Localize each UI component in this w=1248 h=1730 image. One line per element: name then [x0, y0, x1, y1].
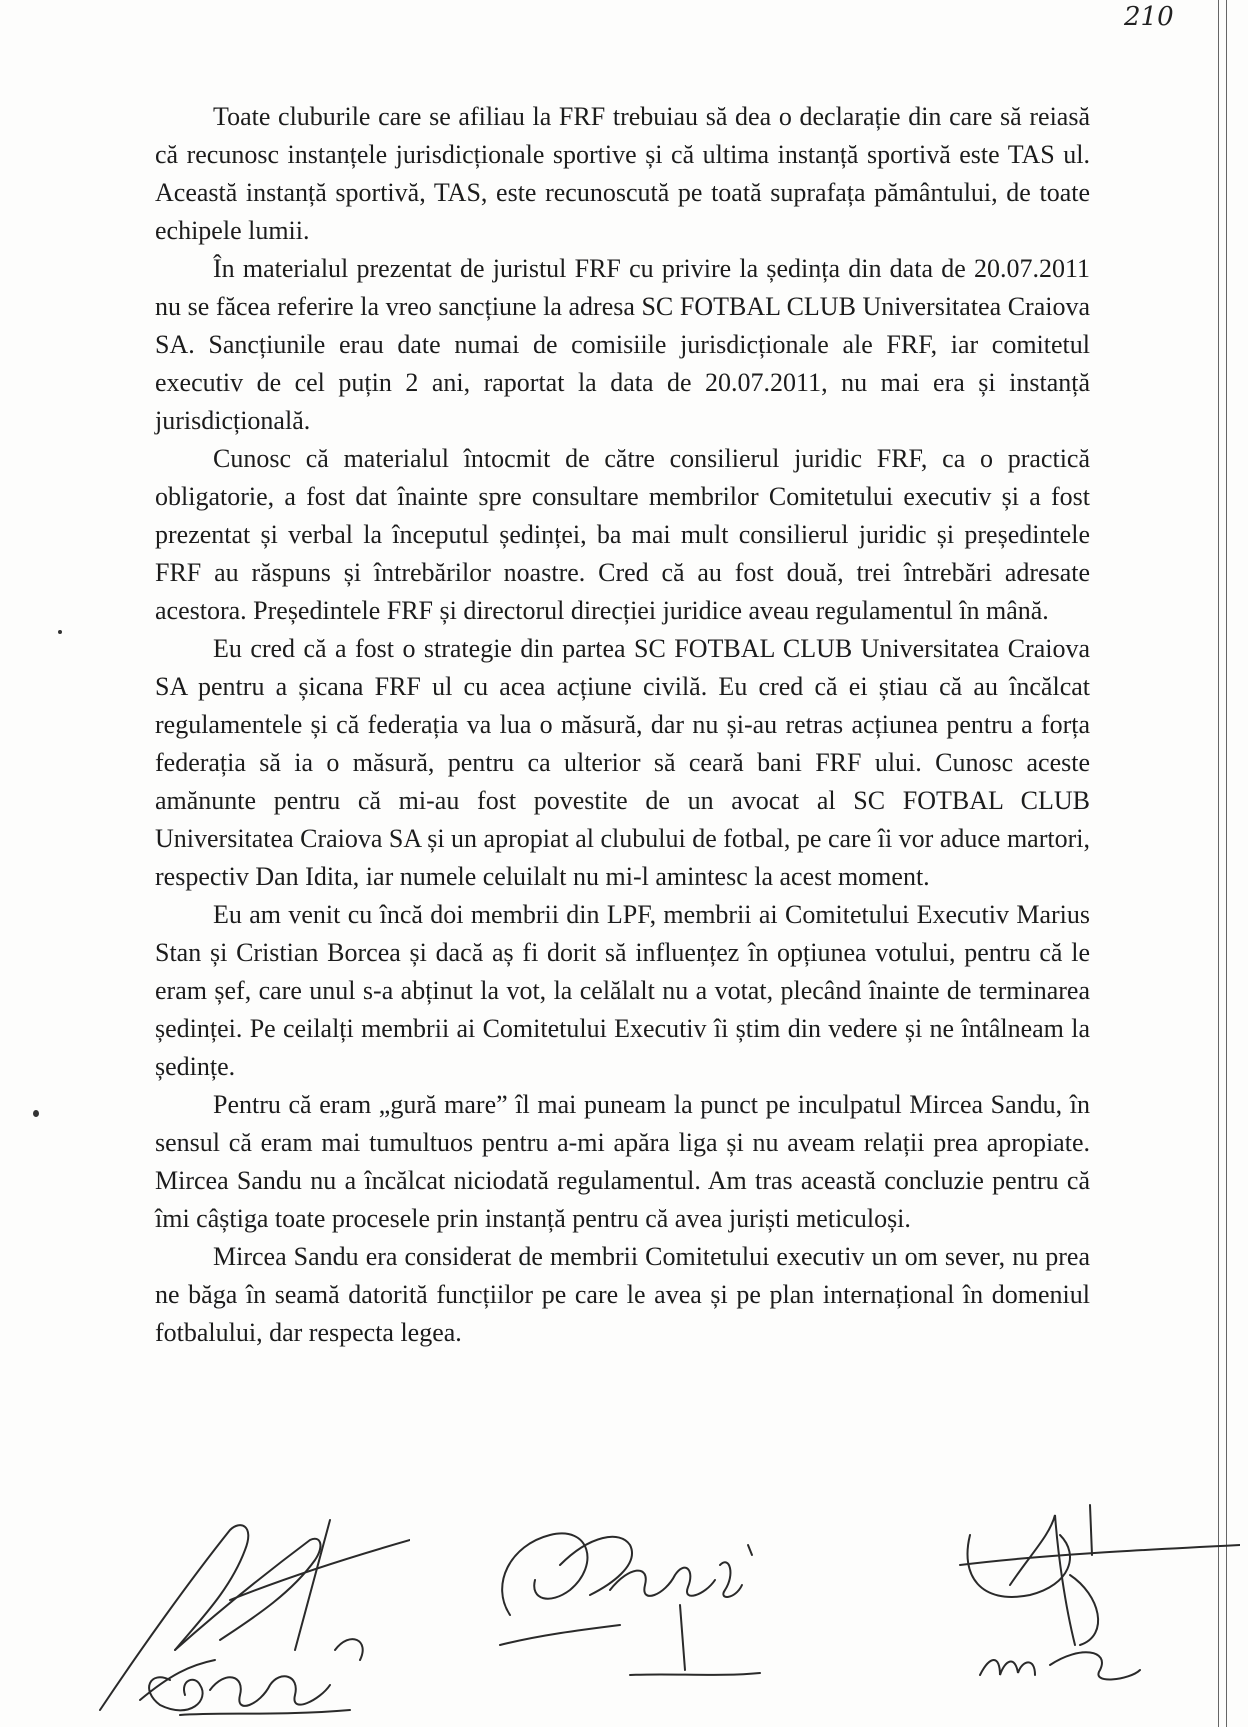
statement-body: [155, 98, 1090, 1352]
page-number: 210: [1124, 2, 1174, 32]
margin-mark: [58, 630, 62, 634]
page-edge-line: [1218, 0, 1219, 1727]
paragraph: Eu cred că a fost o strategie din partea SC FOTBAL CLUB Universitatea Craiova SA pentru a șicana FRF ul cu acea acțiune civilă. Eu cred că ei știau că au încălcat regulamentele și că federația va lua o măsură, dar nu și-au retras acțiunea pentru a forța federația să ia o măsură, pentru ca ulterior să ceară bani FRF ului. Cunosc aceste amănunte pentru că mi-au fost povestite de un avocat al SC FOTBAL CLUB Universitatea Craiova SA și un apropiat al clubului de fotbal, pe care îi vor aduce martori, respectiv Dan Idita, iar numele celuilalt nu mi-l amintesc la acest moment.: [155, 634, 1090, 891]
paragraph: Pentru că eram „gură mare” îl mai puneam la punct pe inculpatul Mircea Sandu, în sensul că eram mai tumultuos pentru a-mi apăra liga și nu aveam relații prea apropiate. Mircea Sandu nu a încălcat niciodată regulamentul. Am tras această concluzie pentru că îmi câștiga toate procesele prin instanță pentru că avea juriști meticuloși.: [155, 1090, 1090, 1233]
signature-center: [480, 1505, 770, 1685]
page-edge-line: [1226, 0, 1227, 1727]
margin-mark: [33, 1110, 39, 1117]
signature-left: [80, 1500, 410, 1725]
paragraph: Eu am venit cu încă doi membrii din LPF, membrii ai Comitetului Executiv Marius Stan și Cristian Borcea și dacă aș fi dorit să influențez în opțiunea votului, pentru că le eram șef, care unul s-a abținut la vot, la celălalt nu a votat, plecând înainte de terminarea ședinței. Pe ceilalți membrii ai Comitetului Executiv îi știm din vedere și ne întâlneam la ședințe.: [155, 900, 1090, 1081]
paragraph: Toate cluburile care se afiliau la FRF trebuiau să dea o declarație din care să reiasă că recunosc instanțele jurisdicționale sportive și că ultima instanță sportivă este TAS ul. Această instanță sportivă, TAS, este recunoscută pe toată suprafața pământului, de toate echipele lumii.: [155, 102, 1090, 245]
paragraph: Cunosc că materialul întocmit de către consilierul juridic FRF, ca o practică obligatorie, a fost dat înainte spre consultare membrilor Comitetului executiv și a fost prezentat și verbal la începutul ședinței, ba mai mult consilierul juridic și președintele FRF au răspuns și întrebărilor noastre. Cred că au fost două, trei întrebări adresate acestora. Președintele FRF și directorul direcției juridice aveau regulamentul în mână.: [155, 444, 1090, 625]
paragraph: În materialul prezentat de juristul FRF cu privire la ședința din data de 20.07.2011 nu se făcea referire la vreo sancțiune la adresa SC FOTBAL CLUB Universitatea Craiova SA. Sancțiunile erau date numai de comisiile jurisdicționale ale FRF, iar comitetul executiv de cel puțin 2 ani, raportat la data de 20.07.2011, nu mai era și instanță jurisdicțională.: [155, 254, 1090, 435]
signature-right: [940, 1495, 1240, 1690]
paragraph: Mircea Sandu era considerat de membrii Comitetului executiv un om sever, nu prea ne băga în seamă datorită funcțiilor pe care le avea și pe plan internațional în domeniul fotbalului, dar respecta legea.: [155, 1242, 1090, 1347]
